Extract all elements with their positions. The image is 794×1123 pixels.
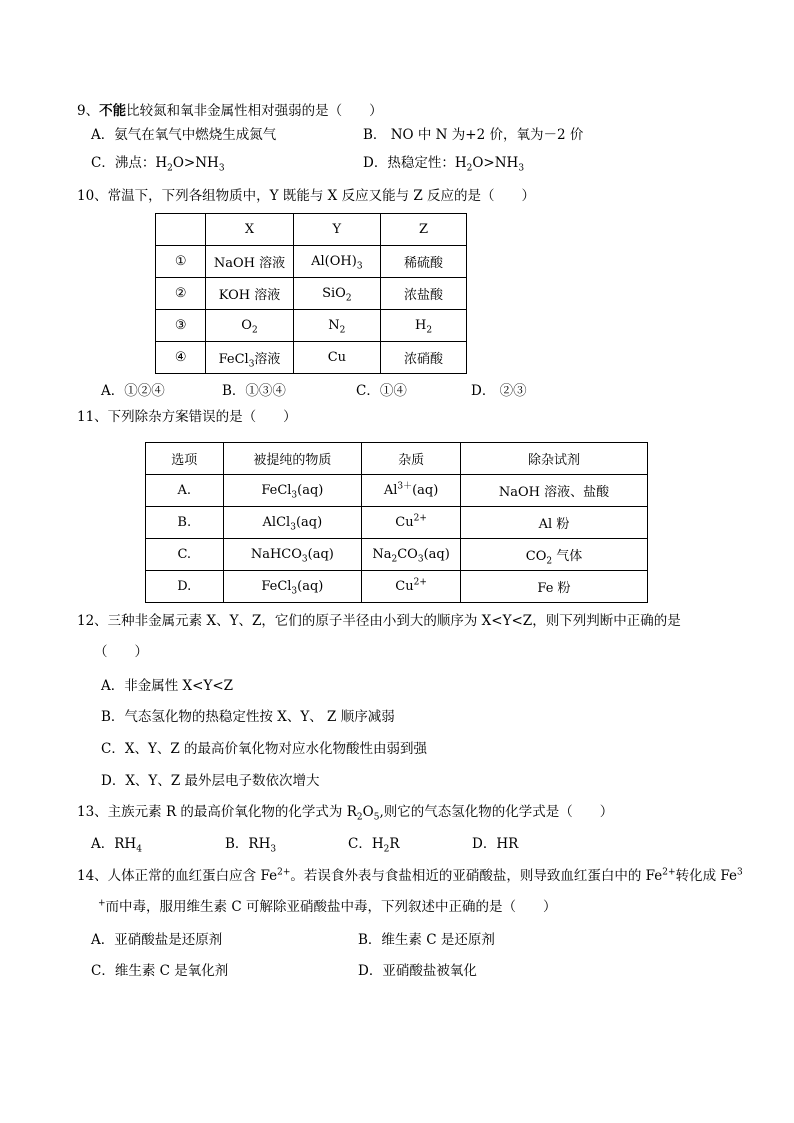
table-row	[146, 507, 648, 539]
q11-header-impurity: 杂质	[362, 443, 461, 475]
table-row	[146, 443, 648, 475]
q11-row-a-reagent: NaOH 溶液、盐酸	[461, 475, 648, 507]
table-row	[146, 539, 648, 571]
q10-option-d: D． ②③	[471, 383, 527, 399]
q9-option-a: A．氨气在氧气中燃烧生成氮气	[91, 127, 277, 143]
q10-header-z: Z	[381, 214, 467, 246]
q11-row-c-substance: NaHCO$_3$(aq)	[223, 539, 362, 571]
q10-option-b: B．①③④	[222, 383, 286, 399]
q11-row-d-impurity: $Cu^{2+}$	[362, 571, 461, 603]
table-row	[146, 475, 648, 507]
q13-stem: 13、主族元素 R 的最高价氧化物的化学式为 $R_2O_5$,则它的气态氢化物的化学式是（ ）	[77, 804, 614, 823]
q13-option-b: B．$RH_3$	[225, 836, 277, 855]
q14-option-c: C．维生素 C 是氧化剂	[91, 963, 229, 979]
q10-option-c: C．①④	[356, 383, 407, 399]
q11-header-reagent: 除杂试剂	[461, 443, 648, 475]
q10-option-a: A．①②④	[101, 383, 165, 399]
q9-number: 9、	[77, 103, 100, 119]
q9-stem-text: 比较氮和氧非金属性相对强弱的是（ ）	[126, 103, 383, 119]
q10-row2-x: KOH 溶液	[206, 278, 293, 310]
q10-row2-num: ②	[156, 278, 206, 310]
q11-row-c-reagent: $CO_2$ 气体	[461, 539, 648, 571]
q12-option-a: A．非金属性 X<Y<Z	[101, 678, 234, 694]
table-row	[156, 342, 467, 374]
q11-stem: 11、下列除杂方案错误的是（ ）	[77, 409, 297, 425]
q10-header-x: X	[206, 214, 293, 246]
q10-row4-y: Cu	[293, 342, 380, 374]
q12-option-d: D．X、Y、Z 最外层电子数依次增大	[101, 773, 320, 789]
q10-table	[155, 213, 467, 374]
q11-row-b-opt: B.	[146, 507, 224, 539]
q9-option-d: D．热稳定性：$H_2O>NH_3$	[363, 155, 525, 174]
q12-option-b: B．气态氢化物的热稳定性按 X、Y、 Z 顺序减弱	[101, 709, 395, 725]
q11-header-substance: 被提纯的物质	[223, 443, 362, 475]
q14-option-d: D．亚硝酸盐被氧化	[358, 963, 477, 979]
q10-row1-y: $Al(OH)_3$	[293, 246, 380, 278]
q10-stem: 10、常温下，下列各组物质中，Y 既能与 X 反应又能与 Z 反应的是（ ）	[77, 188, 536, 204]
q11-header-option: 选项	[146, 443, 224, 475]
q10-row2-z: 浓盐酸	[381, 278, 467, 310]
q10-row1-z: 稀硫酸	[381, 246, 467, 278]
q9-bold-text: 不能	[99, 103, 127, 119]
q14-option-a: A．亚硝酸盐是还原剂	[91, 932, 223, 948]
q10-header-y: Y	[293, 214, 380, 246]
q10-row3-x: $O_2$	[206, 310, 293, 342]
q10-row4-num: ④	[156, 342, 206, 374]
q10-row4-x: FeCl$_3$溶液	[206, 342, 293, 374]
q10-row1-x: NaOH 溶液	[206, 246, 293, 278]
q9-option-b: B． NO 中 N 为+2 价，氧为－2 价	[363, 127, 584, 143]
q10-row3-z: $H_2$	[381, 310, 467, 342]
q10-row2-y: SiO$_2$	[293, 278, 380, 310]
q14-stem-line2: +而中毒，服用维生素 C 可解除亚硝酸盐中毒，下列叙述中正确的是（ ）	[98, 898, 557, 915]
q10-row4-z: 浓硝酸	[381, 342, 467, 374]
q11-row-a-substance: FeCl$_3$(aq)	[223, 475, 362, 507]
q14-stem-line1: 14、人体正常的血红蛋白应含 $Fe^{2+}$。若误食外表与食盐相近的亚硝酸盐，则导致血红蛋白中的 $Fe^{2+}$转化成 Fe$^3$	[77, 867, 743, 884]
table-row	[156, 278, 467, 310]
q11-row-a-opt: A.	[146, 475, 224, 507]
q10-header-blank	[156, 214, 206, 246]
q11-row-b-substance: AlCl$_3$(aq)	[223, 507, 362, 539]
table-row	[156, 310, 467, 342]
q11-row-b-impurity: $Cu^{2+}$	[362, 507, 461, 539]
q12-option-c: C．X、Y、Z 的最高价氧化物对应水化物酸性由弱到强	[101, 741, 428, 757]
q11-table	[145, 442, 648, 603]
q11-row-d-substance: FeCl$_3$(aq)	[223, 571, 362, 603]
q11-row-b-reagent: Al 粉	[461, 507, 648, 539]
q14-option-b: B．维生素 C 是还原剂	[358, 932, 495, 948]
q11-row-d-reagent: Fe 粉	[461, 571, 648, 603]
q12-paren: （ ）	[94, 644, 148, 660]
q11-row-a-impurity: $Al^{3+}(aq)$	[362, 475, 461, 507]
table-row	[156, 246, 467, 278]
q10-row1-num: ①	[156, 246, 206, 278]
q9-stem	[77, 101, 383, 121]
q11-row-c-opt: C.	[146, 539, 224, 571]
q12-stem: 12、三种非金属元素 X、Y、Z，它们的原子半径由小到大的顺序为 X<Y<Z，则下列判断中正确的是	[77, 613, 681, 629]
q13-option-c: C．$H_2R$	[348, 836, 400, 855]
q13-option-a: A．$RH_4$	[91, 836, 142, 855]
q10-row3-y: $N_2$	[293, 310, 380, 342]
q9-option-c: C．沸点：$H_2O>NH_3$	[91, 155, 225, 174]
table-row	[146, 571, 648, 603]
q11-row-c-impurity: $Na_2CO_3(aq)$	[362, 539, 461, 571]
table-row	[156, 214, 467, 246]
q13-option-d: D．HR	[472, 836, 519, 852]
q10-row3-num: ③	[156, 310, 206, 342]
q11-row-d-opt: D.	[146, 571, 224, 603]
